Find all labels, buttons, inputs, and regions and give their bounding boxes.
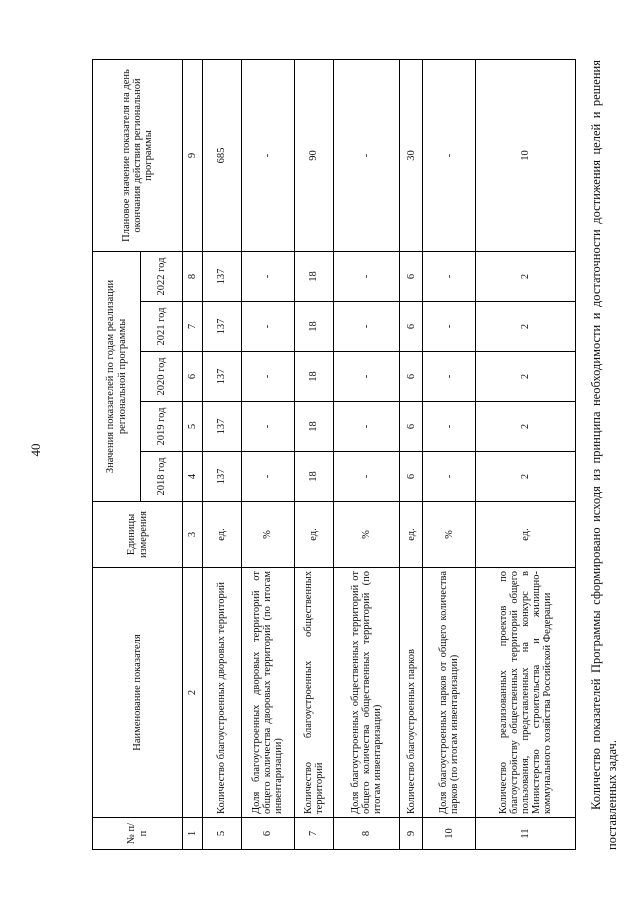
row-value: 6 (399, 251, 423, 301)
row-value: 18 (294, 452, 333, 502)
row-value: 137 (202, 251, 241, 301)
row-value: 6 (399, 302, 423, 352)
row-value: - (242, 302, 295, 352)
row-value: - (242, 402, 295, 452)
header-num: № п/п (93, 818, 183, 850)
row-value: - (242, 251, 295, 301)
row-value: 2 (476, 352, 576, 402)
row-value: - (423, 352, 476, 402)
row-unit: ед. (294, 502, 333, 568)
row-value: 6 (399, 352, 423, 402)
row-value: 18 (294, 251, 333, 301)
footnote-paragraph: Количество показателей Программы сформировано исходя из принципа необходимости и достаточности достижения целей и решения поставленных задач. (589, 60, 619, 850)
rotated-content (92, 60, 640, 850)
table-row (334, 59, 400, 849)
column-number: 9 (183, 59, 203, 251)
header-year: 2020 год (141, 352, 183, 402)
header-year: 2018 год (141, 452, 183, 502)
row-plan: 10 (476, 59, 576, 251)
column-number-row (183, 59, 203, 849)
table-row (399, 59, 423, 849)
row-plan: - (423, 59, 476, 251)
row-value: - (423, 402, 476, 452)
table-row (423, 59, 476, 849)
row-plan: - (242, 59, 295, 251)
row-name: Количество благоустроенных общественных территорий (294, 568, 333, 818)
header-years-group: Значения показателей по годам реализации региональной программы (93, 251, 141, 501)
table-row (476, 59, 576, 849)
header-year: 2022 год (141, 251, 183, 301)
header-plan: Плановое значение показателя на день окончания действия региональной программы (93, 59, 183, 251)
column-number: 5 (183, 402, 203, 452)
row-plan: 30 (399, 59, 423, 251)
column-number: 8 (183, 251, 203, 301)
row-num: 5 (202, 818, 241, 850)
row-name: Количество благоустроенных парков (399, 568, 423, 818)
column-number: 2 (183, 568, 203, 818)
row-value: 2 (476, 402, 576, 452)
row-value: - (334, 352, 400, 402)
row-value: - (242, 452, 295, 502)
row-value: 2 (476, 251, 576, 301)
row-value: 137 (202, 302, 241, 352)
row-value: 137 (202, 452, 241, 502)
row-value: - (423, 452, 476, 502)
column-number: 4 (183, 452, 203, 502)
row-unit: % (242, 502, 295, 568)
table-row (294, 59, 333, 849)
indicators-table (92, 59, 576, 850)
row-num: 11 (476, 818, 576, 850)
row-value: 6 (399, 452, 423, 502)
row-value: - (242, 352, 295, 402)
column-number: 7 (183, 302, 203, 352)
row-value: 137 (202, 352, 241, 402)
row-unit: % (423, 502, 476, 568)
column-number: 1 (183, 818, 203, 850)
page-number: 40 (28, 443, 43, 457)
row-value: 18 (294, 352, 333, 402)
row-name: Количество благоустроенных дворовых территорий (202, 568, 241, 818)
row-value: 2 (476, 302, 576, 352)
row-num: 6 (242, 818, 295, 850)
row-name: Доля благоустроенных парков от общего количества парков (по итогам инвентаризации) (423, 568, 476, 818)
row-value: - (423, 251, 476, 301)
row-plan: - (334, 59, 400, 251)
row-value: - (334, 452, 400, 502)
row-num: 7 (294, 818, 333, 850)
row-value: 18 (294, 302, 333, 352)
row-value: 2 (476, 452, 576, 502)
row-plan: 90 (294, 59, 333, 251)
column-number: 3 (183, 502, 203, 568)
row-value: - (334, 251, 400, 301)
row-num: 8 (334, 818, 400, 850)
row-plan: 685 (202, 59, 241, 251)
row-value: - (423, 302, 476, 352)
table-row (242, 59, 295, 849)
row-name: Количество реализованных проектов по благоустройству общественных территорий общего пользования, представленных на конкурс в Министерство строительства и жилищно-коммунального хозяйства Российской Федерации (476, 568, 576, 818)
header-year: 2021 год (141, 302, 183, 352)
column-number: 6 (183, 352, 203, 402)
row-num: 9 (399, 818, 423, 850)
table-row (202, 59, 241, 849)
row-unit: ед. (476, 502, 576, 568)
row-value: 6 (399, 402, 423, 452)
header-row (93, 59, 141, 849)
row-unit: ед. (202, 502, 241, 568)
row-name: Доля благоустроенных общественных территорий от общего количества общественных территорий (по итогам инвентаризации) (334, 568, 400, 818)
header-year: 2019 год (141, 402, 183, 452)
row-value: 18 (294, 402, 333, 452)
row-value: - (334, 402, 400, 452)
row-value: - (334, 302, 400, 352)
row-unit: ед. (399, 502, 423, 568)
row-num: 10 (423, 818, 476, 850)
row-unit: % (334, 502, 400, 568)
header-name: Наименование показателя (93, 568, 183, 818)
row-name: Доля благоустроенных дворовых территорий от общего количества дворовых территорий (по итогам инвентаризации) (242, 568, 295, 818)
row-value: 137 (202, 402, 241, 452)
header-unit: Единицы измерения (93, 502, 183, 568)
